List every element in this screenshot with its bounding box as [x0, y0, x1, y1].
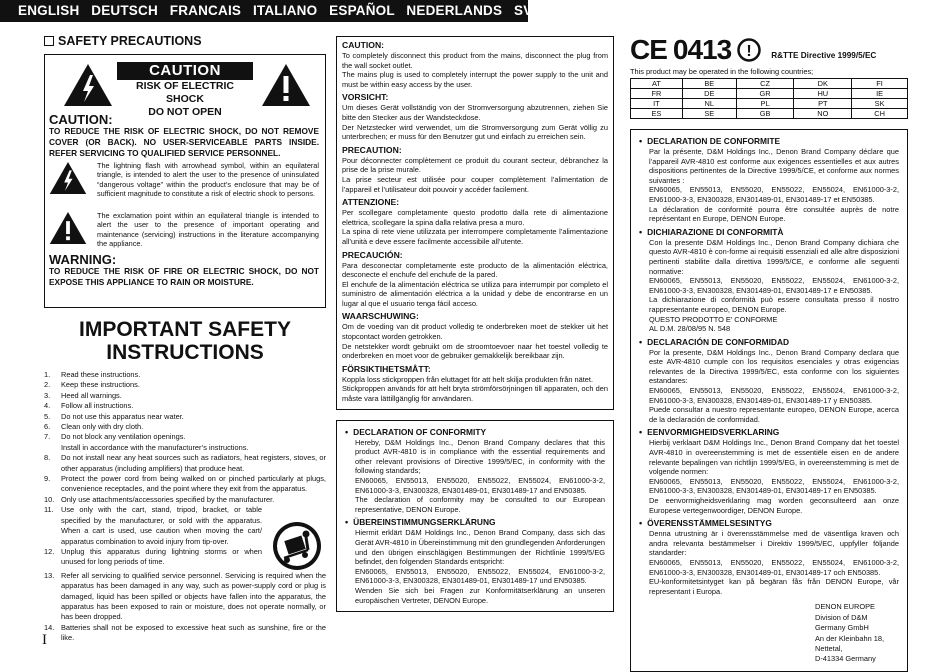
notified-body-number: 0413: [672, 34, 732, 65]
rtte-directive: R&TTE Directive 1999/5/EC: [771, 50, 877, 60]
safety-section-title: SAFETY PRECAUTIONS: [44, 34, 326, 48]
declaration-fr: • DECLARATION DE CONFORMITE Par la présente, D&M Holdings Inc., Denon Brand Company déclare que l’appareil AVR-4810 est conforme aux exigences essentielles et aux autres dispositions pertinentes de la Directive 1999/5/CE, et conforme aux normes suivantes : EN60065, EN55013, EN55020, EN55022, EN55024, EN61000-3-2, EN61000-3-3, EN300328, EN301489-01, EN301489-17 et EN50385. La déclaration de conformité pourra être consultée auprès de notre représentant en Europe, DENON Europe.: [639, 136, 899, 224]
exclamation-symbol-icon: [49, 211, 87, 245]
caution-body: TO REDUCE THE RISK OF ELECTRIC SHOCK, DO NOT REMOVE COVER (OR BACK). NO USER-SERVICEABLE PARTS INSIDE. REFER SERVICING TO QUALIFIED SERVICE PERSONNEL.: [49, 126, 319, 158]
caution-de-text: Um dieses Gerät vollständig von der Stromversorgung abzutrennen, ziehen Sie bitte den Stecker aus der Wandsteckdose. Der Netzstecker wird verwendet, um die Stromversorgung zum Gerät völlig zu unterbrechen; er muss für den Benutzer gut und einfach zu erreichen sein.: [342, 103, 608, 142]
declaration-en: • DECLARATION OF CONFORMITY Hereby, D&M Holdings Inc., Denon Brand Company declares that this product AVR-4810 is in compliance with the essential requirements and other relevant provisions of Directive 1999/5/EC, in conformity with the following standards; EN60065, EN55013, EN55020, EN55022, EN55024, EN61000-3-2, EN61000-3-3, EN300328, EN301489-01, EN301489-17 and EN50385. The declaration of conformity may be consulted to our European representative, DENON Europe.: [345, 426, 605, 514]
important-safety-title: IMPORTANT SAFETY INSTRUCTIONS: [79, 318, 291, 364]
declaration-it: • DICHIARAZIONE DI CONFORMITÀ Con la presente D&M Holdings Inc., Denon Brand Company dichiara che questo AVR-4810 è con-forme ai requisiti essenziali ed alle altre disposizioni pertinenti stabilite dalla direttiva 1999/5/CE, e conforme alle seguenti normative: EN60065, EN55013, EN55020, EN55022, EN55024, EN61000-3-2, EN61000-3-3, EN300328, EN301489-01, EN301489-17 e EN50385. La dichiarazione di conformità può essere consultata presso il nostro rappresentante europeo, DENON Europe. QUESTO PRODOTTO E’ CONFORME AL D.M. 28/08/95 N. 548: [639, 226, 899, 334]
svg-text:!: !: [746, 43, 752, 60]
list-item: 1. Read these instructions.: [44, 370, 141, 379]
disconnect-column: [336, 36, 614, 612]
exclamation-explanation: The exclamation point within an equilateral triangle is intended to alert the user to the presence of important operating and maintenance (servicing) instructions in the literature accompanying the appliance.: [49, 211, 319, 248]
list-item: 4. Follow all instructions.: [44, 401, 134, 411]
list-item-subtext: Install in accordance with the manufacturer’s instructions.: [61, 442, 249, 452]
table-row: IT NL PL PT SK: [631, 99, 908, 109]
caution-box: [44, 54, 326, 308]
caution-es-text: Para desconectar completamente este producto de la alimentación eléctrica, desconecte el enchufe del enchufe de la pared. El enchufe de la alimentación eléctrica se utiliza para interrumpir por completo el suministro de alimentación eléctrica a la unidad y debe de encontrarse en un lugar al que el usuario tenga fácil acceso.: [342, 260, 608, 308]
caution-en-text: To completely disconnect this product from the mains, disconnect the plug from the wall socket outlet. The mains plug is used to completely interrupt the power supply to the unit and must be within easy access by the user.: [342, 51, 608, 89]
list-item: 8. Do not install near any heat sources such as radiators, heat registers, stoves, or other apparatus (including amplifiers) that produce heat.: [44, 453, 326, 473]
alert-circle-icon: [737, 38, 761, 62]
caution-sv-heading: FÖRSIKTIHETSMÅTT:: [342, 363, 431, 374]
caution-heading: CAUTION:: [49, 112, 113, 127]
list-item: 10. Only use attachments/accessories specified by the manufacturer.: [44, 494, 275, 504]
list-item: 9. Protect the power cord from being walked on or pinched particularly at plugs, convenience receptacles, and the point where they exit from the apparatus.: [44, 474, 326, 494]
caution-label: CAUTION: [117, 62, 253, 80]
list-item: 13. Refer all servicing to qualified service personnel. Servicing is required when the apparatus has been damaged in any way, such as power-supply cord or plug is damaged, liquid has been spilled or objects have fallen into the apparatus, the apparatus has been exposed to rain or moisture, does not operate normally, or has been dropped.: [44, 570, 326, 622]
declaration-box-right: [630, 129, 908, 672]
list-item: 6. Clean only with dry cloth.: [44, 422, 144, 432]
table-row: ES SE GB NO CH: [631, 109, 908, 119]
caution-en-heading: CAUTION:: [342, 40, 385, 50]
caution-fr-heading: PRECAUTION:: [342, 144, 402, 155]
list-item: 7. Do not block any ventilation openings.: [44, 432, 186, 442]
caution-nl-text: Om de voeding van dit product volledig te onderbreken moet de stekker uit het stopcontact worden getrokken. De netstekker wordt gebruikt om de stroomtoevoer naar het toestel volledig te onderbreken en moet voor de gebruiker gemakkelijk bereikbaar zijn.: [342, 322, 608, 361]
caution-it-text: Per scollegare completamente questo prodotto dalla rete di alimentazione elettrica, scollegare la spina dalla relativa presa a muro. La spina di rete viene utilizzata per interrompere completamente l’alimentazione all’unità e deve essere facilmente accessibile all’utente.: [342, 208, 608, 246]
caution-it-heading: ATTENZIONE:: [342, 197, 400, 208]
caution-fr-text: Pour déconnecter complètement ce produit du courant secteur, débranchez la prise de la prise murale. La prise secteur est utilisée pour couper complètement l’alimentation de l’appareil et l’utilisateur doit pouvoir y accéder facilement.: [342, 155, 608, 194]
denon-europe-address: DENON EUROPE Division of D&M Germany GmbH An der Kleinbahn 18, Nettetal, D-41334 Germany: [815, 602, 885, 664]
instruction-list: [44, 370, 326, 644]
caution-nl-heading: WAARSCHUWING:: [342, 311, 419, 322]
lightning-warning-icon: [63, 63, 113, 107]
table-row: AT BE CZ DK FI: [631, 79, 908, 89]
caution-de-heading: VORSICHT:: [342, 92, 389, 103]
page-number: I: [42, 632, 47, 648]
list-item: 11. Use only with the cart, stand, tripod, bracket, or table specified by the manufacturer, or sold with the apparatus. When a cart is used, use caution when moving the cart/ apparatus combination to avoid injury from tip-over.: [44, 505, 262, 546]
declaration-nl: • EENVORMIGHEIDSVERKLARING Hierbij verklaart D&M Holdings Inc., Denon Brand Company dat het toestel AVR-4810 in overeenstemming is met de essentiële eisen en de andere relevante bepalingen van richtlijn 1999/5/EG, in overeenstemming is met de volgende normen: EN60065, EN55013, EN55020, EN55022, EN55024, EN61000-3-2, EN61000-3-3, EN300328, EN301489-01, EN301489-17 en EN50385. De eenvormigheidsverklaring mag worden geconsulteerd aan onze Europese vertegenwoordiger, DENON Europe.: [639, 427, 899, 515]
ce-column: [630, 36, 908, 672]
cart-tipover-warning-icon: [272, 520, 322, 572]
declaration-box-left: [336, 420, 614, 613]
caution-subtitle: RISK OF ELECTRIC SHOCK DO NOT OPEN: [135, 80, 234, 118]
ce-mark-logo: CE: [630, 34, 667, 65]
ce-mark-row: [630, 36, 908, 64]
caution-es-heading: PRECAUCIÓN:: [342, 249, 403, 260]
warning-body: TO REDUCE THE RISK OF FIRE OR ELECTRIC SHOCK, DO NOT EXPOSE THIS APPLIANCE TO RAIN OR MOISTURE.: [49, 266, 319, 287]
caution-sv-text: Koppla loss stickproppen från eluttaget för att helt skilja produkten från nätet. Stickproppen används för att helt bryta strömförsörjningen till apparaten, och den måste vara lättillgänglig för användaren.: [342, 374, 608, 404]
mains-disconnect-box: [336, 36, 614, 410]
list-item: 5. Do not use this apparatus near water.: [44, 411, 184, 421]
declaration-sv: • ÖVERENSSTÄMMELSESINTYG Denna utrustning är i överensstämmelse med de väsentliga kraven och andra relevanta bestämmelser i Direktiv 1999/5/EC, uppfyller följande standarder: EN60065, EN55013, EN55020, EN55022, EN55024, EN61000-3-2, EN61000-3-3, EN300328, EN301489-01, EN301489-17 och EN50385. EU-konformitetsintyget kan på begäran fås från DENON Europe, vår representant i Europa.: [639, 518, 899, 596]
declaration-de: • ÜBEREINSTIMMUNGSERKLÄRUNG Hiermit erklärt D&M Holdings Inc., Denon Brand Company, dass sich das Gerät AVR-4810 in Übereinstimmung mit den grundlegenden Anforderungen und den übrigen einschlägigen Bestimmungen der Richtlinie 1999/5/EG befindet, den folgenden Standards entspricht: EN60065, EN55013, EN55020, EN55022, EN55024, EN61000-3-2, EN61000-3-3, EN300328, EN301489-01, EN301489-17 und EN50385. Wenden Sie sich bei Fragen zur Konformitätserklärung an unseren europäischen Vertreter, DENON Europe.: [345, 517, 605, 605]
safety-column: [44, 34, 326, 644]
table-row: FR DE GR HU IE: [631, 89, 908, 99]
list-item: 3. Heed all warnings.: [44, 390, 122, 400]
language-bar: [0, 0, 581, 22]
countries-table: [630, 78, 908, 119]
declaration-es: • DECLARACIÓN DE CONFORMIDAD Por la presente, D&M Holdings Inc., Denon Brand Company declara que este AVR-4810 cumple con los requisitos esenciales y otras exigencias relevantes de la Directiva 1999/5/EC, esta conforme con los siguientes estandares: EN60065, EN55013, EN55020, EN55022, EN55024, EN61000-3-2, EN61000-3-3, EN300328, EN301489-01, EN301489-17 y EN50385. Puede consultar a nuestro representante europeo, DENON Europe, acerca de la declaración de conformidad.: [639, 336, 899, 424]
exclamation-warning-icon: [261, 63, 311, 107]
lightning-symbol-icon: [49, 161, 87, 195]
list-item: 12. Unplug this apparatus during lightning storms or when unused for long periods of time.: [44, 546, 262, 567]
warning-heading: WARNING:: [49, 252, 117, 267]
language-list: ENGLISH DEUTSCH FRANCAIS ITALIANO ESPAÑOL NEDERLANDS SVENSKA: [18, 3, 581, 18]
list-item: 2. Keep these instructions.: [44, 380, 140, 390]
countries-note: This product may be operated in the following countries;: [630, 67, 814, 76]
checkbox-icon: [44, 36, 54, 46]
lightning-explanation: The lightning flash with arrowhead symbol, within an equilateral triangle, is intended to alert the user to the presence of uninsulated “dangerous voltage” within the product’s enclosure that may be of sufficient magnitude to constitute a risk of electric shock to persons.: [49, 161, 319, 198]
list-item: 14. Batteries shall not be exposed to excessive heat such as sunshine, fire or the like.: [44, 622, 326, 643]
